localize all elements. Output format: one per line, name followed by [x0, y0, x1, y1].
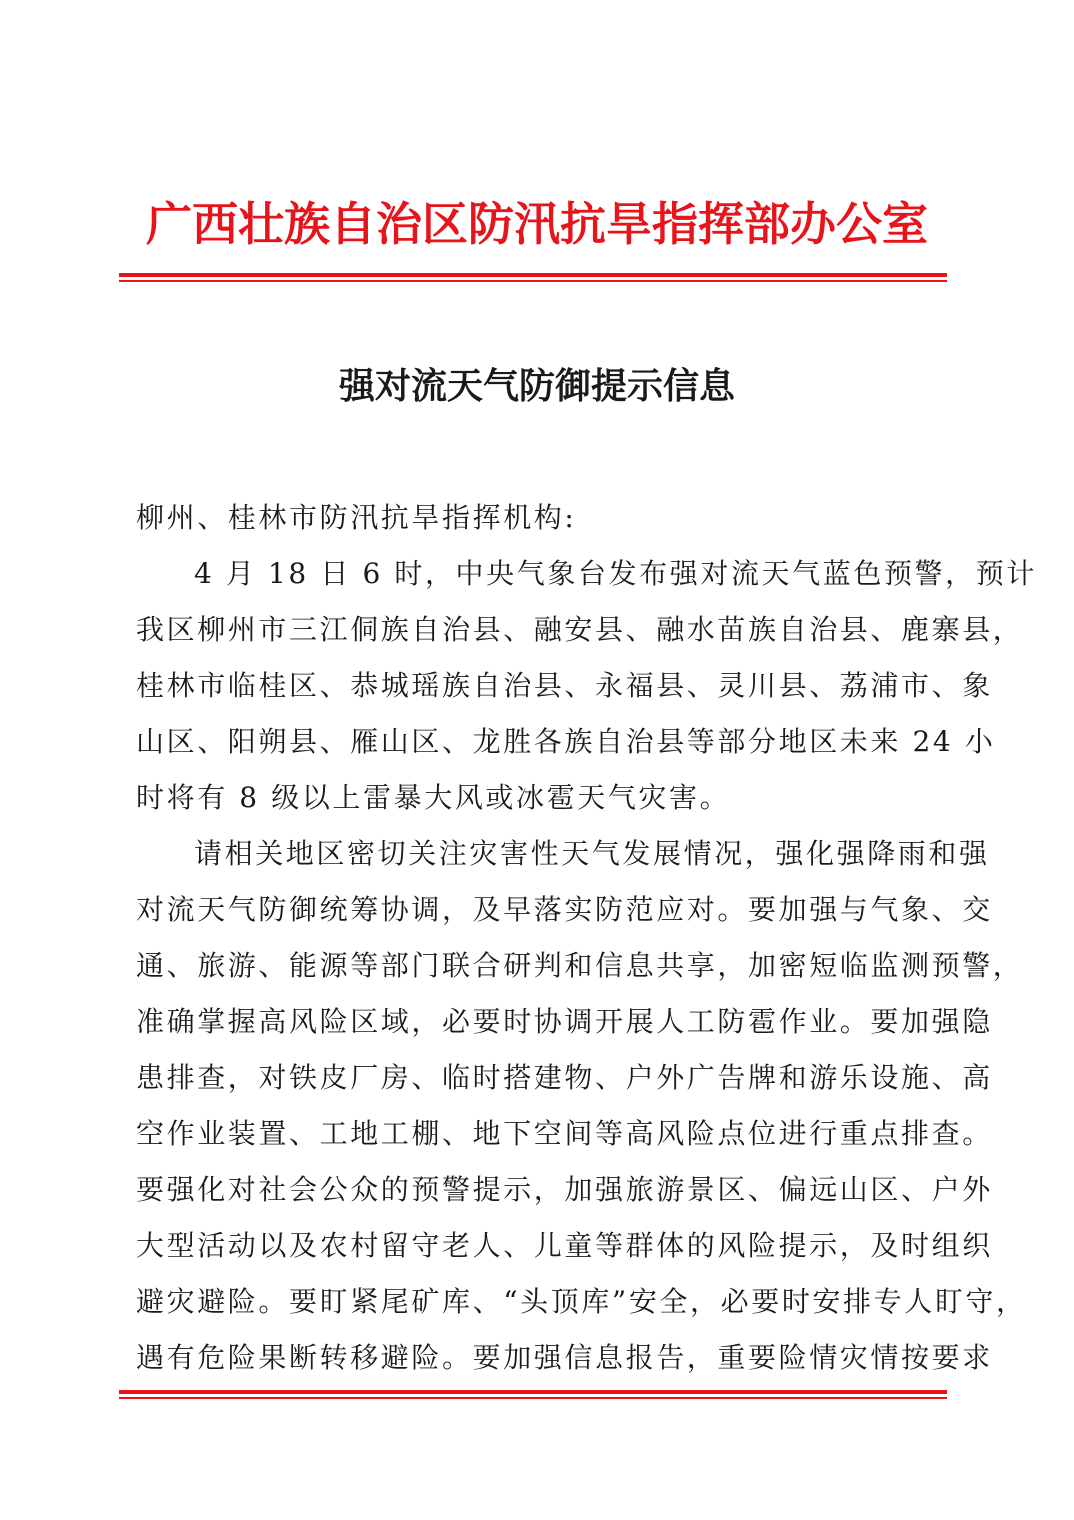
body-line: 请相关地区密切关注灾害性天气发展情况，强化强降雨和强: [194, 837, 990, 870]
body-line: 4 月 18 日 6 时，中央气象台发布强对流天气蓝色预警，预计: [194, 557, 1037, 590]
header-rule-thin: [119, 280, 947, 282]
body-line: 准确掌握高风险区域，必要时协调开展人工防雹作业。要加强隐: [136, 1005, 993, 1038]
body-line: 对流天气防御统筹协调，及早落实防范应对。要加强与气象、交: [136, 893, 993, 926]
document-body: [136, 490, 1037, 1386]
footer-rule-thin: [119, 1397, 947, 1399]
body-line: 通、旅游、能源等部门联合研判和信息共享，加密短临监测预警，: [136, 949, 1024, 982]
header-rule-thick: [119, 273, 947, 277]
body-line: 桂林市临桂区、恭城瑶族自治县、永福县、灵川县、荔浦市、象: [136, 669, 993, 702]
addressee: 柳州、桂林市防汛抗旱指挥机构:: [136, 501, 577, 534]
document-title: 强对流天气防御提示信息: [338, 365, 735, 407]
body-line: 遇有危险果断转移避险。要加强信息报告，重要险情灾情按要求: [136, 1341, 993, 1374]
footer-rule-thick: [119, 1390, 947, 1394]
body-line: 山区、阳朔县、雁山区、龙胜各族自治县等部分地区未来 24 小: [136, 725, 996, 758]
body-line: 空作业装置、工地工棚、地下空间等高风险点位进行重点排查。: [136, 1117, 993, 1150]
issuing-organization-title: 广西壮族自治区防汛抗旱指挥部办公室: [146, 197, 928, 251]
body-line: 大型活动以及农村留守老人、儿童等群体的风险提示，及时组织: [136, 1229, 993, 1262]
body-line: 避灾避险。要盯紧尾矿库、“头顶库”安全，必要时安排专人盯守，: [136, 1285, 1027, 1318]
body-line: 时将有 8 级以上雷暴大风或冰雹天气灾害。: [136, 781, 731, 814]
body-line: 患排查，对铁皮厂房、临时搭建物、户外广告牌和游乐设施、高: [136, 1061, 993, 1094]
body-line: 要强化对社会公众的预警提示，加强旅游景区、偏远山区、户外: [136, 1173, 993, 1206]
body-line: 我区柳州市三江侗族自治县、融安县、融水苗族自治县、鹿寨县，: [136, 613, 1024, 646]
